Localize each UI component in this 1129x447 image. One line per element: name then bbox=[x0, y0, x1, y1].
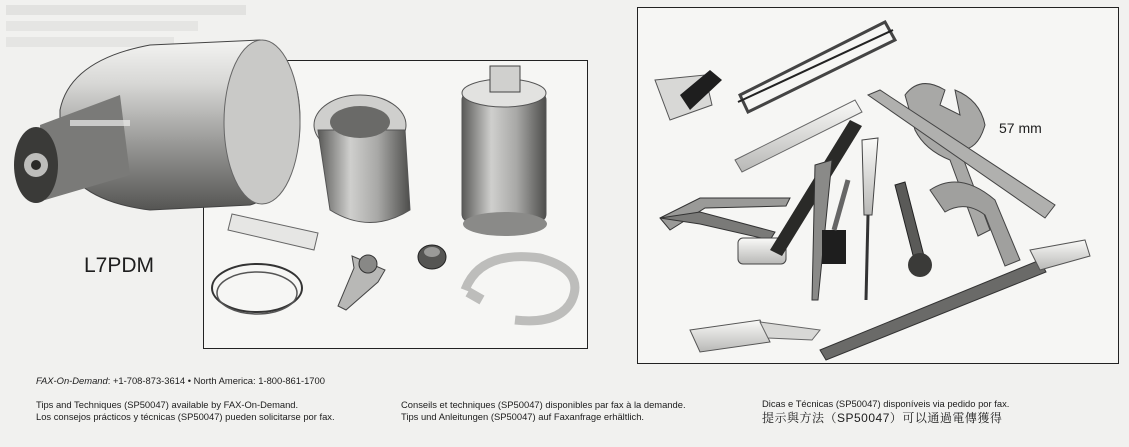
tips-german: Tips und Anleitungen (SP50047) auf Faxanfrage erhältlich. bbox=[401, 411, 645, 422]
tips-chinese: 提示與方法（SP50047）可以通過電傳獲得 bbox=[762, 411, 1003, 425]
l7pdm-connector-image bbox=[14, 40, 300, 210]
product-label: L7PDM bbox=[84, 254, 155, 277]
fax-on-demand-number: : +1-708-873-3614 • North America: 1-800-861-1700 bbox=[107, 375, 325, 386]
tips-spanish: Los consejos prácticos y técnicas (SP50047) pueden solicitarse por fax. bbox=[36, 411, 335, 422]
tips-portuguese: Dicas e Técnicas (SP50047) disponíveis via pedido por fax. bbox=[762, 398, 1010, 409]
fax-on-demand-label: FAX-On-Demand bbox=[36, 375, 108, 386]
fax-on-demand-line bbox=[36, 375, 325, 387]
tips-english: Tips and Techniques (SP50047) available by FAX-On-Demand. bbox=[36, 399, 299, 410]
tool-set-images bbox=[655, 22, 1090, 360]
dimension-label: 57 mm bbox=[999, 120, 1042, 136]
tips-french: Conseils et techniques (SP50047) disponibles par fax à la demande. bbox=[401, 399, 686, 410]
